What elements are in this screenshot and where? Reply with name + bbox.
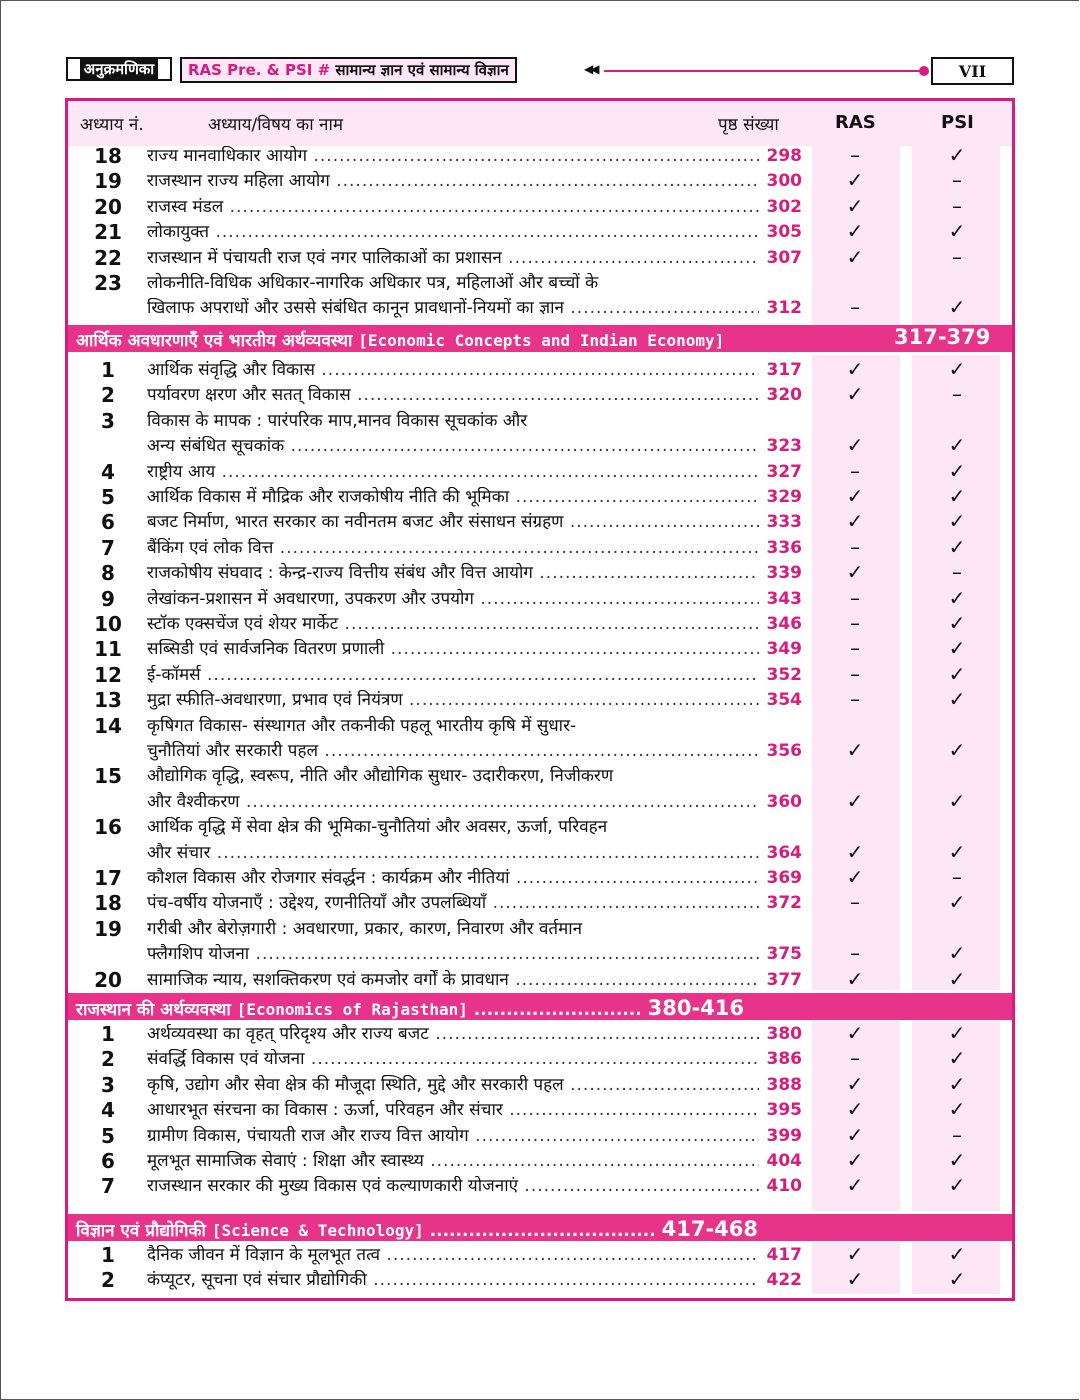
chapter-page: 375 (766, 944, 802, 965)
chapter-title: मुद्रा स्फीति-अवधारणा, प्रभाव एवं नियंत्रण ..... (147, 690, 759, 710)
ras-dash-icon: – (850, 941, 860, 966)
psi-dash-icon: – (952, 560, 962, 585)
chapter-page: 346 (766, 614, 802, 634)
psi-check-icon: ✓ (948, 1267, 966, 1292)
section-heading (68, 1214, 1012, 1241)
chapter-page: 329 (766, 487, 802, 507)
chapter-page: 327 (766, 461, 802, 482)
section-title-hindi: विज्ञान एवं प्रौद्योगिकी (76, 1221, 212, 1241)
chapter-page: 320 (766, 385, 802, 406)
ras-check-icon: ✓ (846, 484, 864, 508)
chapter-number: 11 (94, 637, 122, 662)
chapter-page: 339 (766, 563, 802, 584)
psi-check-icon: ✓ (948, 484, 966, 508)
psi-check-icon: ✓ (948, 1046, 966, 1071)
ras-check-icon: ✓ (846, 966, 864, 991)
psi-check-icon: ✓ (948, 661, 966, 686)
ras-check-icon: ✓ (846, 865, 864, 889)
chapter-title: बजट निर्माण, भारत सरकार का नवीनतम बजट और संसाधन संग्रहण ..... (147, 512, 759, 532)
chapter-page: 388 (766, 1074, 802, 1095)
ras-dash-icon: – (850, 1046, 860, 1071)
chapter-title-continued: फ्लैगशिप योजना ..... (147, 944, 759, 964)
chapter-name-header: अध्याय/विषय का नाम (208, 115, 344, 135)
chapter-title: कंप्यूटर, सूचना एवं संचार प्रौद्योगिकी ..... (147, 1270, 759, 1290)
ras-check-icon: ✓ (846, 193, 864, 218)
chapter-page: 302 (766, 196, 802, 217)
chapter-number: 16 (94, 815, 122, 840)
chapter-number: 5 (101, 1123, 115, 1148)
psi-check-icon: ✓ (948, 1148, 966, 1172)
ras-check-icon: ✓ (846, 382, 864, 407)
chapter-number: 20 (94, 967, 122, 992)
psi-check-icon: ✓ (948, 788, 966, 813)
psi-check-icon: ✓ (948, 839, 966, 864)
section-title-hindi: आर्थिक अवधारणाएँ एवं भारतीय अर्थव्यवस्था (76, 331, 359, 351)
chapter-number: 21 (94, 220, 122, 245)
chapter-number: 14 (94, 713, 122, 738)
ras-dash-icon: – (850, 458, 860, 483)
book-title-subject: सामान्य ज्ञान एवं सामान्य विज्ञान (335, 61, 509, 79)
index-label: अनुक्रमणिका (80, 59, 158, 79)
chapter-number: 13 (94, 688, 122, 713)
ras-dash-icon: – (850, 295, 860, 320)
chapter-title: राजस्थान में पंचायती राज एवं नगर पालिकाओं का प्रशासन ..... (147, 248, 759, 268)
ras-check-icon: ✓ (846, 244, 864, 269)
chapter-title: सामाजिक न्याय, सशक्तिकरण एवं कमजोर वर्गों के प्रावधान ..... (147, 970, 759, 990)
chapter-title-continued: और संचार ..... (147, 843, 759, 863)
section-title-english: [Economics of Rajasthan] (236, 1000, 468, 1019)
chapter-page: 369 (766, 868, 802, 888)
chapter-page: 380 (766, 1024, 802, 1044)
chapter-page: 356 (766, 741, 802, 761)
ras-check-icon: ✓ (846, 433, 864, 458)
chapter-title-continued: चुनौतियां और सरकारी पहल ..... (147, 741, 759, 761)
psi-check-icon: ✓ (948, 357, 966, 381)
header-rule (604, 70, 926, 72)
chapter-title: राजस्व मंडल ..... (147, 197, 759, 217)
psi-check-icon: ✓ (948, 458, 966, 483)
chapter-page: 300 (766, 171, 802, 192)
section-heading (68, 993, 1012, 1020)
psi-dash-icon: – (952, 1122, 962, 1147)
chapter-title: लेखांकन-प्रशासन में अवधारणा, उपकरण और उपयोग ..... (147, 589, 759, 609)
chapter-number: 8 (101, 561, 115, 586)
chapter-title: आर्थिक संवृद्धि और विकास ..... (147, 360, 759, 380)
chapter-page: 336 (766, 537, 802, 558)
psi-dash-icon: – (952, 168, 962, 193)
chapter-number: 6 (101, 1149, 115, 1173)
ras-check-icon: ✓ (846, 1122, 864, 1147)
ras-dash-icon: – (850, 687, 860, 712)
ras-check-icon: ✓ (846, 839, 864, 864)
psi-check-icon: ✓ (948, 1021, 966, 1045)
chapter-number: 2 (101, 1268, 115, 1293)
chapter-number: 7 (101, 535, 115, 560)
psi-check-icon: ✓ (948, 636, 966, 661)
chapter-number: 3 (101, 408, 115, 433)
chapter-number: 12 (94, 662, 122, 687)
section-page-range: 380-416 (647, 996, 745, 1020)
section-leader: ................................... (423, 1221, 662, 1241)
chapter-page: 422 (766, 1270, 802, 1291)
chapter-title: कौशल विकास और रोजगार संवर्द्धन : कार्यक्रम और नीतियां ..... (147, 868, 759, 888)
ras-check-icon: ✓ (846, 1021, 864, 1045)
chapter-page: 377 (766, 969, 802, 990)
index-label-box (66, 57, 172, 81)
chapter-number: 4 (101, 1098, 115, 1123)
chapter-title: आधारभूत संरचना का विकास : ऊर्जा, परिवहन और संचार ..... (147, 1100, 759, 1120)
chapter-page: 417 (766, 1245, 802, 1265)
ras-check-icon: ✓ (846, 738, 864, 762)
psi-check-icon: ✓ (948, 611, 966, 635)
chapter-number: 19 (94, 916, 122, 941)
double-arrow-icon: ◀◀ (584, 62, 597, 76)
chapter-number: 1 (101, 1022, 115, 1046)
chapter-number: 9 (101, 586, 115, 611)
chapter-title: स्टॉक एक्सचेंज एवं शेयर मार्केट ..... (147, 614, 759, 634)
ras-check-icon: ✓ (846, 509, 864, 534)
ras-header: RAS (835, 112, 876, 133)
chapter-title: विकास के मापक : पारंपरिक माप,मानव विकास सूचकांक और (147, 410, 528, 431)
page-number: VII (931, 57, 1014, 85)
chapter-number: 7 (101, 1174, 115, 1199)
psi-check-icon: ✓ (948, 585, 966, 610)
psi-check-icon: ✓ (948, 941, 966, 966)
ras-check-icon: ✓ (846, 1242, 864, 1266)
chapter-page: 410 (766, 1176, 802, 1197)
chapter-title: दैनिक जीवन में विज्ञान के मूलभूत तत्व ..... (147, 1245, 759, 1265)
chapter-title: आर्थिक वृद्धि में सेवा क्षेत्र की भूमिका-चुनौतियां और अवसर, ऊर्जा, परिवहन (147, 817, 608, 838)
ras-check-icon: ✓ (846, 1173, 864, 1198)
book-title-box (180, 57, 517, 83)
chapter-page: 343 (766, 588, 802, 609)
psi-check-icon: ✓ (948, 890, 966, 915)
section-title (76, 1217, 758, 1241)
ras-dash-icon: – (850, 534, 860, 559)
chapter-title-continued: और वैश्वीकरण ..... (147, 792, 759, 812)
ras-check-icon: ✓ (846, 1097, 864, 1122)
chapter-number: 18 (94, 144, 122, 168)
chapter-page: 317 (766, 360, 802, 380)
ras-dash-icon: – (850, 143, 860, 167)
chapter-page: 333 (766, 512, 802, 533)
section-title-hindi: राजस्थान की अर्थव्यवस्था (76, 1000, 237, 1020)
chapter-title: मूलभूत सामाजिक सेवाएं : शिक्षा और स्वास्थ्य ..... (147, 1151, 759, 1171)
chapter-title: गरीबी और बेरोज़गारी : अवधारणा, प्रकार, कारण, निवारण और वर्तमान (147, 918, 583, 939)
chapter-page: 352 (766, 664, 802, 685)
psi-check-icon: ✓ (948, 1242, 966, 1266)
chapter-title: लोकायुक्त ..... (147, 222, 759, 242)
psi-check-icon: ✓ (948, 966, 966, 991)
chapter-number: 15 (94, 764, 122, 789)
chapter-page: 312 (766, 298, 802, 319)
section-title (76, 996, 744, 1020)
chapter-number: 22 (94, 245, 122, 270)
chapter-number: 20 (94, 194, 122, 219)
chapter-title: पंच-वर्षीय योजनाएँ : उद्देश्य, रणनीतियाँ और उपलब्धियाँ ..... (147, 893, 759, 913)
psi-check-icon: ✓ (948, 219, 966, 244)
chapter-page: 354 (766, 690, 802, 711)
chapter-title: लोकनीति-विधिक अधिकार-नागरिक अधिकार पत्र, महिलाओं और बच्चों के (147, 273, 599, 293)
ras-check-icon: ✓ (846, 560, 864, 585)
ras-check-icon: ✓ (846, 168, 864, 193)
ras-dash-icon: – (850, 890, 860, 915)
psi-check-icon: ✓ (948, 1097, 966, 1122)
chapter-title: संवर्द्धि विकास एवं योजना ..... (147, 1049, 759, 1069)
chapter-number: 5 (101, 485, 115, 509)
psi-check-icon: ✓ (948, 295, 966, 320)
chapter-number: 3 (101, 1072, 115, 1097)
psi-dash-icon: – (952, 193, 962, 218)
chapter-number: 17 (94, 866, 122, 890)
psi-check-icon: ✓ (948, 433, 966, 458)
chapter-title: राजकोषीय संघवाद : केन्द्र-राज्य वित्तीय संबंध और वित्त आयोग ..... (147, 563, 759, 583)
ras-check-icon: ✓ (846, 788, 864, 813)
psi-check-icon: ✓ (948, 509, 966, 534)
chapter-title: पर्यावरण क्षरण और सतत् विकास ..... (147, 385, 759, 405)
ras-check-icon: ✓ (846, 219, 864, 244)
chapter-no-header: अध्याय नं. (80, 115, 144, 135)
chapter-title: आर्थिक विकास में मौद्रिक और राजकोषीय नीति की भूमिका ..... (147, 487, 759, 507)
chapter-page: 399 (766, 1125, 802, 1146)
chapter-page: 323 (766, 436, 802, 457)
psi-dash-icon: – (952, 244, 962, 269)
chapter-title: ग्रामीण विकास, पंचायती राज और राज्य वित्त आयोग ..... (147, 1126, 759, 1146)
psi-dash-icon: – (952, 865, 962, 889)
chapter-title: अर्थव्यवस्था का वृहत् परिदृश्य और राज्य बजट ..... (147, 1024, 759, 1044)
chapter-title: औद्योगिक वृद्धि, स्वरूप, नीति और औद्योगिक सुधार- उदारीकरण, निजीकरण (147, 766, 614, 787)
chapter-page: 360 (766, 791, 802, 812)
chapter-title: कृषिगत विकास- संस्थागत और तकनीकी पहलू भारतीय कृषि में सुधार- (147, 715, 577, 736)
chapter-number: 2 (101, 1047, 115, 1072)
chapter-page: 364 (766, 842, 802, 863)
section-title-english: [Science & Technology] (211, 1221, 424, 1240)
ras-dash-icon: – (850, 611, 860, 635)
chapter-title: राज्य मानवाधिकार आयोग ..... (147, 146, 759, 166)
chapter-title: राजस्थान सरकार की मुख्य विकास एवं कल्याणकारी योजनाएं ..... (147, 1176, 759, 1196)
chapter-number: 4 (101, 459, 115, 484)
ras-dash-icon: – (850, 661, 860, 686)
section-page-range: 417-468 (661, 1217, 759, 1241)
chapter-number: 2 (101, 383, 115, 408)
chapter-number: 6 (101, 510, 115, 535)
psi-check-icon: ✓ (948, 738, 966, 762)
chapter-title: सब्सिडी एवं सार्वजनिक वितरण प्रणाली ..... (147, 639, 759, 659)
psi-check-icon: ✓ (948, 687, 966, 712)
chapter-page: 298 (766, 146, 802, 166)
book-title-pink: RAS Pre. & PSI # (188, 61, 331, 79)
ras-check-icon: ✓ (846, 1148, 864, 1172)
section-title (76, 328, 724, 351)
chapter-number: 10 (94, 612, 122, 636)
ras-check-icon: ✓ (846, 1267, 864, 1292)
section-leader: .......................... (467, 1000, 648, 1020)
ras-check-icon: ✓ (846, 357, 864, 381)
chapter-title: कृषि, उद्योग और सेवा क्षेत्र की मौजूदा स्थिति, मुद्दे और सरकारी पहल ..... (147, 1075, 759, 1095)
chapter-number: 1 (101, 358, 115, 382)
chapter-number: 19 (94, 169, 122, 194)
chapter-title: राष्ट्रीय आय ..... (147, 462, 759, 482)
chapter-page: 372 (766, 893, 802, 914)
ras-dash-icon: – (850, 585, 860, 610)
psi-check-icon: ✓ (948, 1173, 966, 1198)
chapter-title: ई-कॉमर्स ..... (147, 665, 759, 685)
chapter-title-continued: खिलाफ अपराधों और उससे संबंधित कानून प्रावधानों-नियमों का ज्ञान ..... (147, 298, 759, 318)
ras-check-icon: ✓ (846, 1071, 864, 1096)
ras-dash-icon: – (850, 636, 860, 661)
chapter-title: बैंकिंग एवं लोक वित्त ..... (147, 538, 759, 558)
chapter-title: राजस्थान राज्य महिला आयोग ..... (147, 171, 759, 191)
chapter-number: 23 (94, 271, 122, 295)
chapter-page: 395 (766, 1100, 802, 1121)
section-heading (68, 325, 1012, 352)
chapter-page: 305 (766, 222, 802, 243)
chapter-page: 404 (766, 1151, 802, 1171)
header-dot-icon (919, 66, 929, 76)
chapter-page: 307 (766, 247, 802, 268)
section-page-range: 317-379 (894, 325, 991, 349)
psi-dash-icon: – (952, 382, 962, 407)
chapter-page: 349 (766, 639, 802, 660)
section-title-english: [Economic Concepts and Indian Economy] (358, 331, 725, 350)
psi-check-icon: ✓ (948, 143, 966, 167)
psi-check-icon: ✓ (948, 534, 966, 559)
page-no-header: पृष्ठ संख्या (718, 115, 779, 135)
psi-header: PSI (941, 112, 974, 133)
chapter-title-continued: अन्य संबंधित सूचकांक ..... (147, 436, 759, 456)
chapter-page: 386 (766, 1049, 802, 1070)
chapter-number: 18 (94, 891, 122, 916)
chapter-number: 1 (101, 1243, 115, 1267)
psi-check-icon: ✓ (948, 1071, 966, 1096)
